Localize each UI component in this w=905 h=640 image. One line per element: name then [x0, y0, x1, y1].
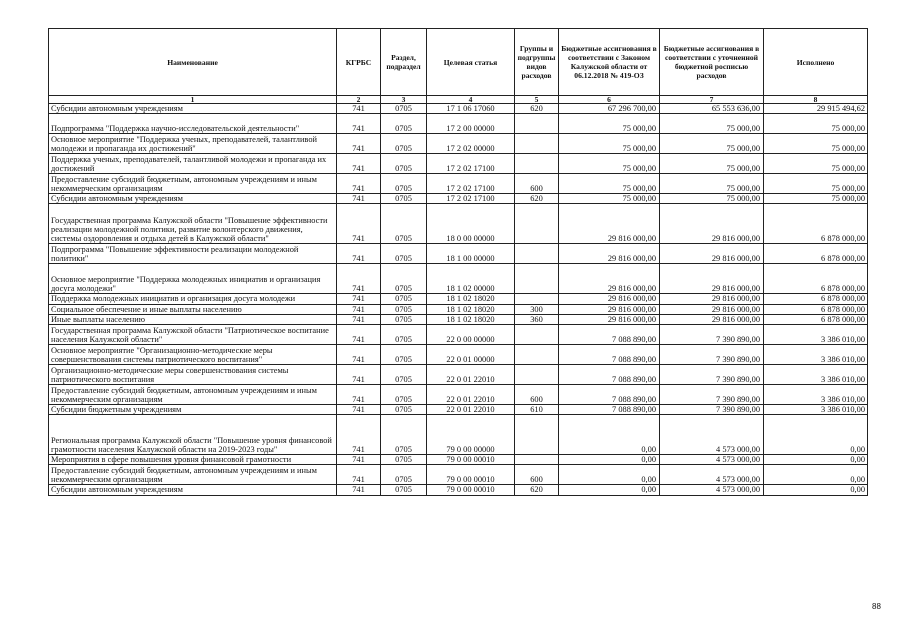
cell-vid [515, 204, 559, 244]
table-row [49, 325, 868, 345]
col-header-isp: Исполнено [764, 29, 868, 96]
cell-isp: 3 386 010,00 [764, 345, 868, 365]
cell-razdel: 0705 [381, 465, 427, 485]
table-row [49, 385, 868, 405]
cell-name: Поддержка молодежных инициатив и организация досуга молодежи [49, 294, 337, 304]
table-row [49, 465, 868, 485]
cell-kgrbs: 741 [337, 465, 381, 485]
cell-kgrbs: 741 [337, 194, 381, 204]
cell-vid [515, 264, 559, 294]
cell-kgrbs: 741 [337, 415, 381, 455]
cell-cel: 17 2 02 00000 [427, 134, 515, 154]
cell-ba-law: 75 000,00 [559, 174, 660, 194]
cell-name: Подпрограмма "Поддержка научно-исследовательской деятельности" [49, 114, 337, 134]
cell-ba-law: 29 816 000,00 [559, 244, 660, 264]
cell-ba-rosp: 29 816 000,00 [660, 244, 764, 264]
col-header-ba-rosp: Бюджетные ассигнования в соответствии с уточненной бюджетной росписью расходов [660, 29, 764, 96]
table-row [49, 154, 868, 174]
table-row [49, 415, 868, 455]
cell-ba-law: 7 088 890,00 [559, 365, 660, 385]
cell-vid: 600 [515, 465, 559, 485]
col-header-ba-law: Бюджетные ассигнования в соответствии с Законом Калужской области от 06.12.2018 № 419-ОЗ [559, 29, 660, 96]
cell-ba-rosp: 29 816 000,00 [660, 304, 764, 314]
cell-cel: 79 0 00 00010 [427, 485, 515, 495]
cell-razdel: 0705 [381, 294, 427, 304]
col-header-vid: Группы и подгруппы видов расходов [515, 29, 559, 96]
cell-ba-rosp: 75 000,00 [660, 134, 764, 154]
table-row [49, 304, 868, 314]
cell-name: Основное мероприятие "Поддержка ученых, преподавателей, талантливой молодежи и пропаганда их достижений" [49, 134, 337, 154]
cell-name: Основное мероприятие "Поддержка молодежных инициатив и организация досуга молодежи" [49, 264, 337, 294]
cell-kgrbs: 741 [337, 294, 381, 304]
cell-cel: 18 1 02 18020 [427, 304, 515, 314]
table-row [49, 194, 868, 204]
cell-ba-law: 75 000,00 [559, 194, 660, 204]
cell-vid: 620 [515, 194, 559, 204]
cell-kgrbs: 741 [337, 104, 381, 114]
cell-cel: 17 2 02 17100 [427, 174, 515, 194]
cell-kgrbs: 741 [337, 455, 381, 465]
cell-ba-rosp: 4 573 000,00 [660, 465, 764, 485]
col-header-kgrbs: КГРБС [337, 29, 381, 96]
cell-vid [515, 134, 559, 154]
cell-ba-rosp: 7 390 890,00 [660, 405, 764, 415]
cell-razdel: 0705 [381, 345, 427, 365]
cell-isp: 0,00 [764, 485, 868, 495]
cell-cel: 22 0 01 22010 [427, 365, 515, 385]
cell-cel: 18 1 00 00000 [427, 244, 515, 264]
cell-isp: 6 878 000,00 [764, 244, 868, 264]
cell-ba-law: 29 816 000,00 [559, 294, 660, 304]
cell-kgrbs: 741 [337, 134, 381, 154]
cell-razdel: 0705 [381, 104, 427, 114]
cell-ba-rosp: 75 000,00 [660, 194, 764, 204]
cell-vid [515, 325, 559, 345]
cell-vid: 620 [515, 485, 559, 495]
cell-vid [515, 415, 559, 455]
cell-isp: 75 000,00 [764, 194, 868, 204]
cell-kgrbs: 741 [337, 114, 381, 134]
cell-razdel: 0705 [381, 244, 427, 264]
cell-ba-law: 29 816 000,00 [559, 304, 660, 314]
table-row [49, 455, 868, 465]
cell-cel: 17 2 02 17100 [427, 194, 515, 204]
cell-name: Предоставление субсидий бюджетным, автономным учреждениям и иным некоммерческим организациям [49, 174, 337, 194]
cell-name: Государственная программа Калужской области "Повышение эффективности реализации молодежной политики, развитие волонтерского движения, системы оздоровления и отдыха детей в Калужской области" [49, 204, 337, 244]
cell-kgrbs: 741 [337, 244, 381, 264]
cell-kgrbs: 741 [337, 174, 381, 194]
cell-cel: 18 0 00 00000 [427, 204, 515, 244]
cell-razdel: 0705 [381, 264, 427, 294]
cell-isp: 0,00 [764, 465, 868, 485]
cell-kgrbs: 741 [337, 314, 381, 324]
cell-vid [515, 244, 559, 264]
cell-ba-law: 7 088 890,00 [559, 385, 660, 405]
cell-kgrbs: 741 [337, 365, 381, 385]
cell-cel: 79 0 00 00010 [427, 455, 515, 465]
cell-vid [515, 345, 559, 365]
cell-ba-law: 29 816 000,00 [559, 204, 660, 244]
cell-ba-law: 75 000,00 [559, 154, 660, 174]
cell-kgrbs: 741 [337, 485, 381, 495]
col-header-cel: Целевая статья [427, 29, 515, 96]
table-row [49, 314, 868, 324]
cell-kgrbs: 741 [337, 304, 381, 314]
cell-ba-rosp: 75 000,00 [660, 154, 764, 174]
cell-vid: 600 [515, 174, 559, 194]
cell-isp: 75 000,00 [764, 174, 868, 194]
table-row [49, 104, 868, 114]
cell-ba-law: 75 000,00 [559, 114, 660, 134]
cell-vid: 610 [515, 405, 559, 415]
cell-isp: 0,00 [764, 415, 868, 455]
cell-isp: 75 000,00 [764, 154, 868, 174]
cell-isp: 29 915 494,62 [764, 104, 868, 114]
cell-razdel: 0705 [381, 365, 427, 385]
cell-ba-law: 0,00 [559, 455, 660, 465]
cell-razdel: 0705 [381, 405, 427, 415]
cell-name: Государственная программа Калужской области "Патриотическое воспитание населения Калужской области" [49, 325, 337, 345]
cell-isp: 3 386 010,00 [764, 405, 868, 415]
col-number: 4 [427, 96, 515, 104]
cell-isp: 3 386 010,00 [764, 325, 868, 345]
cell-ba-rosp: 29 816 000,00 [660, 204, 764, 244]
cell-razdel: 0705 [381, 415, 427, 455]
cell-razdel: 0705 [381, 485, 427, 495]
cell-cel: 79 0 00 00000 [427, 415, 515, 455]
cell-cel: 79 0 00 00010 [427, 465, 515, 485]
cell-vid: 600 [515, 385, 559, 405]
cell-razdel: 0705 [381, 385, 427, 405]
cell-name: Региональная программа Калужской области "Повышение уровня финансовой грамотности населения Калужской области на 2019-2023 годы" [49, 415, 337, 455]
cell-razdel: 0705 [381, 194, 427, 204]
cell-cel: 22 0 01 22010 [427, 405, 515, 415]
cell-ba-law: 0,00 [559, 485, 660, 495]
col-number: 5 [515, 96, 559, 104]
table-row [49, 405, 868, 415]
header-row [49, 29, 868, 96]
cell-ba-rosp: 4 573 000,00 [660, 485, 764, 495]
cell-isp: 6 878 000,00 [764, 314, 868, 324]
cell-kgrbs: 741 [337, 405, 381, 415]
cell-name: Основное мероприятие "Организационно-методические меры совершенствования системы патриотического воспитания" [49, 345, 337, 365]
cell-ba-law: 67 296 700,00 [559, 104, 660, 114]
cell-vid: 360 [515, 314, 559, 324]
cell-ba-rosp: 75 000,00 [660, 114, 764, 134]
cell-cel: 22 0 01 22010 [427, 385, 515, 405]
cell-vid [515, 294, 559, 304]
cell-kgrbs: 741 [337, 154, 381, 174]
cell-name: Предоставление субсидий бюджетным, автономным учреждениям и иным некоммерческим организациям [49, 465, 337, 485]
table-row [49, 264, 868, 294]
cell-razdel: 0705 [381, 154, 427, 174]
cell-vid [515, 365, 559, 385]
cell-ba-law: 75 000,00 [559, 134, 660, 154]
cell-cel: 18 1 02 18020 [427, 314, 515, 324]
cell-cel: 22 0 00 00000 [427, 325, 515, 345]
column-number-row [49, 96, 868, 104]
cell-isp: 3 386 010,00 [764, 385, 868, 405]
cell-cel: 17 1 06 17060 [427, 104, 515, 114]
cell-vid: 620 [515, 104, 559, 114]
table-row [49, 114, 868, 134]
cell-ba-rosp: 7 390 890,00 [660, 365, 764, 385]
cell-ba-rosp: 7 390 890,00 [660, 325, 764, 345]
cell-name: Поддержка ученых, преподавателей, талантливой молодежи и пропаганда их достижений [49, 154, 337, 174]
cell-name: Субсидии автономным учреждениям [49, 194, 337, 204]
cell-razdel: 0705 [381, 204, 427, 244]
cell-cel: 18 1 02 18020 [427, 294, 515, 304]
cell-ba-law: 0,00 [559, 415, 660, 455]
cell-name: Подпрограмма "Повышение эффективности реализации молодежной политики" [49, 244, 337, 264]
cell-isp: 0,00 [764, 455, 868, 465]
cell-razdel: 0705 [381, 314, 427, 324]
cell-isp: 6 878 000,00 [764, 304, 868, 314]
col-number: 1 [49, 96, 337, 104]
cell-kgrbs: 741 [337, 345, 381, 365]
cell-ba-rosp: 75 000,00 [660, 174, 764, 194]
col-number: 8 [764, 96, 868, 104]
cell-ba-rosp: 29 816 000,00 [660, 314, 764, 324]
cell-name: Субсидии автономным учреждениям [49, 485, 337, 495]
cell-cel: 18 1 02 00000 [427, 264, 515, 294]
cell-kgrbs: 741 [337, 264, 381, 294]
col-header-name: Наименование [49, 29, 337, 96]
cell-isp: 6 878 000,00 [764, 294, 868, 304]
table-row [49, 174, 868, 194]
cell-ba-rosp: 65 553 636,00 [660, 104, 764, 114]
cell-ba-rosp: 4 573 000,00 [660, 455, 764, 465]
table-row [49, 244, 868, 264]
cell-razdel: 0705 [381, 114, 427, 134]
budget-table [48, 28, 868, 496]
cell-ba-rosp: 29 816 000,00 [660, 264, 764, 294]
cell-vid: 300 [515, 304, 559, 314]
table-row [49, 365, 868, 385]
cell-ba-law: 29 816 000,00 [559, 314, 660, 324]
cell-razdel: 0705 [381, 134, 427, 154]
cell-name: Предоставление субсидий бюджетным, автономным учреждениям и иным некоммерческим организациям [49, 385, 337, 405]
table-row [49, 345, 868, 365]
cell-cel: 17 2 00 00000 [427, 114, 515, 134]
table-row [49, 134, 868, 154]
cell-kgrbs: 741 [337, 325, 381, 345]
cell-ba-law: 7 088 890,00 [559, 325, 660, 345]
cell-ba-law: 7 088 890,00 [559, 345, 660, 365]
cell-isp: 3 386 010,00 [764, 365, 868, 385]
table-row [49, 294, 868, 304]
cell-vid [515, 154, 559, 174]
cell-ba-law: 29 816 000,00 [559, 264, 660, 294]
cell-isp: 6 878 000,00 [764, 204, 868, 244]
cell-vid [515, 455, 559, 465]
cell-cel: 17 2 02 17100 [427, 154, 515, 174]
cell-ba-rosp: 4 573 000,00 [660, 415, 764, 455]
cell-name: Субсидии автономным учреждениям [49, 104, 337, 114]
cell-ba-law: 0,00 [559, 465, 660, 485]
cell-isp: 75 000,00 [764, 114, 868, 134]
cell-name: Социальное обеспечение и иные выплаты населению [49, 304, 337, 314]
table-row [49, 485, 868, 495]
cell-ba-rosp: 7 390 890,00 [660, 345, 764, 365]
col-number: 6 [559, 96, 660, 104]
cell-name: Иные выплаты населению [49, 314, 337, 324]
cell-ba-rosp: 7 390 890,00 [660, 385, 764, 405]
cell-name: Мероприятия в сфере повышения уровня финансовой грамотности [49, 455, 337, 465]
cell-ba-law: 7 088 890,00 [559, 405, 660, 415]
cell-cel: 22 0 01 00000 [427, 345, 515, 365]
page-number: 88 [872, 602, 881, 611]
col-number: 7 [660, 96, 764, 104]
cell-kgrbs: 741 [337, 385, 381, 405]
cell-razdel: 0705 [381, 174, 427, 194]
col-header-razdel: Раздел, подраздел [381, 29, 427, 96]
cell-isp: 6 878 000,00 [764, 264, 868, 294]
cell-isp: 75 000,00 [764, 134, 868, 154]
cell-razdel: 0705 [381, 455, 427, 465]
cell-vid [515, 114, 559, 134]
col-number: 3 [381, 96, 427, 104]
table-row [49, 204, 868, 244]
cell-name: Субсидии бюджетным учреждениям [49, 405, 337, 415]
cell-ba-rosp: 29 816 000,00 [660, 294, 764, 304]
col-number: 2 [337, 96, 381, 104]
cell-name: Организационно-методические меры совершенствования системы патриотического воспитания [49, 365, 337, 385]
cell-razdel: 0705 [381, 325, 427, 345]
cell-razdel: 0705 [381, 304, 427, 314]
cell-kgrbs: 741 [337, 204, 381, 244]
